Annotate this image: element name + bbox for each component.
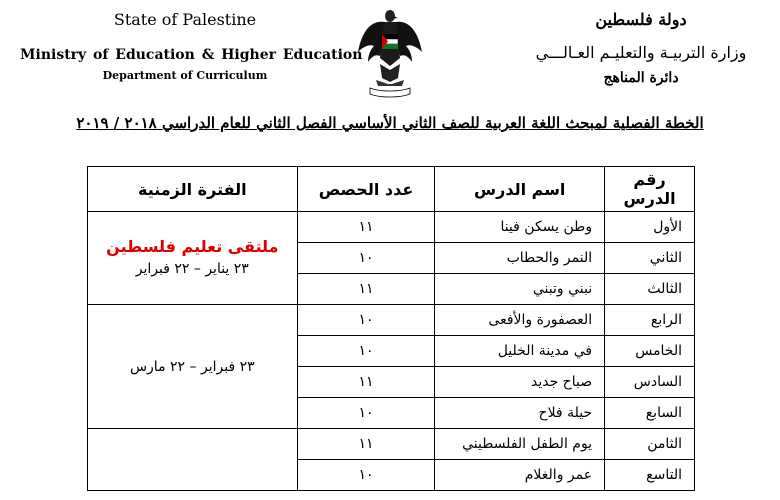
table-header-row xyxy=(88,167,695,212)
periods-cell: ١٠ xyxy=(297,460,435,491)
timeframe-range: ٢٣ فبراير – ٢٢ مارس xyxy=(129,358,255,375)
lesson-name-cell: يوم الطفل الفلسطيني xyxy=(435,429,605,460)
lesson-plan-table xyxy=(87,166,695,491)
lesson-number-cell: الثامن xyxy=(605,429,695,460)
lesson-number-cell: السابع xyxy=(605,398,695,429)
arabic-ministry-name: وزارة التربيـة والتعليـم العـالـــي xyxy=(535,43,747,62)
table-row xyxy=(88,305,695,336)
arabic-state-name: دولة فلسطين xyxy=(595,10,687,29)
lesson-name-cell: وطن يسكن فينا xyxy=(435,212,605,243)
arabic-header xyxy=(516,8,766,86)
lesson-name-cell: حيلة فلاح xyxy=(435,398,605,429)
periods-cell: ١٠ xyxy=(297,336,435,367)
lesson-name-cell: في مدينة الخليل xyxy=(435,336,605,367)
timeframe-cell-1 xyxy=(88,212,298,305)
english-ministry-name: Ministry of Education & Higher Education xyxy=(20,47,363,63)
periods-cell: ١١ xyxy=(297,212,435,243)
timeframe-range: ٢٣ يناير – ٢٢ فبراير xyxy=(135,261,249,277)
timeframe-cell-2 xyxy=(88,305,298,429)
plan-title: الخطة الفصلية لمبحث اللغة العربية للصف الثاني الأساسي الفصل الثاني للعام الدراسي ٢٠١٨ / ٢٠١٩ xyxy=(76,114,704,132)
lesson-name-header: اسم الدرس xyxy=(435,167,605,212)
lesson-name-cell: نبني وتبني xyxy=(435,274,605,305)
periods-cell: ١١ xyxy=(297,274,435,305)
timeframe-header: الفترة الزمنية xyxy=(88,167,298,212)
lesson-name-cell: عمر والغلام xyxy=(435,460,605,491)
periods-cell: ١٠ xyxy=(297,243,435,274)
timeframe-cell-3 xyxy=(88,429,298,491)
english-department-name: Department of Curriculum xyxy=(102,69,268,82)
lesson-number-cell: الثالث xyxy=(605,274,695,305)
lesson-number-header: رقم الدرس xyxy=(605,167,695,212)
periods-cell: ١٠ xyxy=(297,305,435,336)
lesson-number-cell: الخامس xyxy=(605,336,695,367)
lesson-number-cell: الأول xyxy=(605,212,695,243)
english-header xyxy=(20,8,363,82)
periods-cell: ١١ xyxy=(297,429,435,460)
periods-cell: ١٠ xyxy=(297,398,435,429)
lesson-number-cell: الثاني xyxy=(605,243,695,274)
lesson-number-cell: الرابع xyxy=(605,305,695,336)
lesson-number-cell: السادس xyxy=(605,367,695,398)
palestine-eagle-emblem-icon xyxy=(354,6,426,98)
lesson-name-cell: العصفورة والأفعى xyxy=(435,305,605,336)
english-state-name: State of Palestine xyxy=(113,10,257,29)
periods-cell: ١١ xyxy=(297,367,435,398)
table-row xyxy=(88,212,695,243)
lesson-name-cell: النمر والحطاب xyxy=(435,243,605,274)
periods-header: عدد الحصص xyxy=(297,167,435,212)
lesson-number-cell: التاسع xyxy=(605,460,695,491)
timeframe-event: ملتقى تعليم فلسطين xyxy=(106,237,279,256)
table-row xyxy=(88,429,695,460)
arabic-department-name: دائرة المناهج xyxy=(603,70,679,86)
lesson-name-cell: صباح جديد xyxy=(435,367,605,398)
